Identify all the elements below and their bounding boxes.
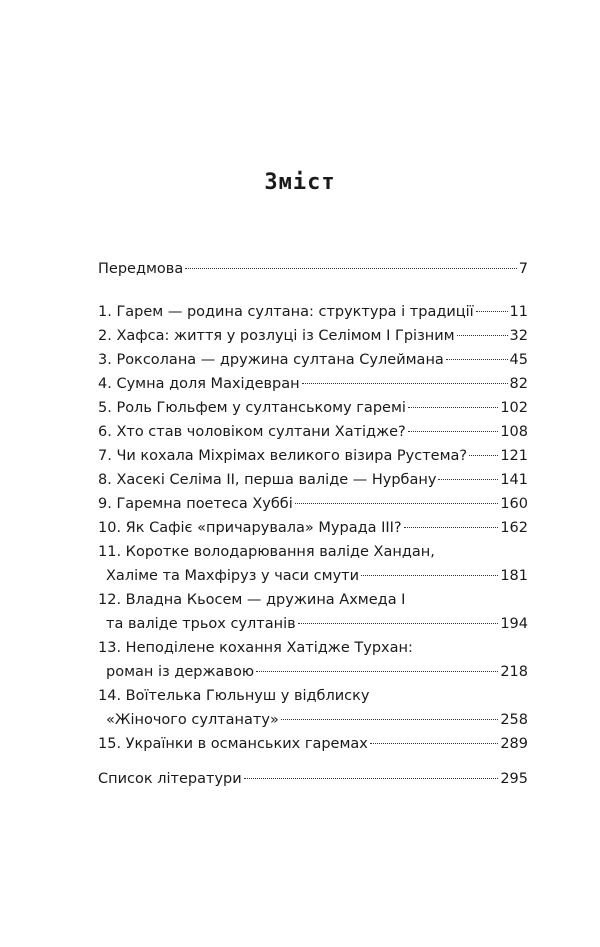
toc-entry-text: 11. Коротке володарювання валіде Хандан, bbox=[98, 544, 435, 560]
toc-entry-chapter[interactable] bbox=[98, 396, 528, 420]
toc-page-number: 162 bbox=[500, 520, 528, 536]
toc-page-number: 82 bbox=[509, 376, 528, 392]
toc-entry-text: 4. Сумна доля Махідевран bbox=[98, 376, 300, 392]
toc-entry-chapter[interactable] bbox=[98, 348, 528, 372]
dot-leader bbox=[185, 268, 517, 269]
toc-page-number: 7 bbox=[518, 261, 528, 277]
toc-entry-chapter[interactable] bbox=[98, 324, 528, 348]
dot-leader bbox=[457, 335, 508, 336]
page-title: Зміст bbox=[264, 170, 336, 195]
toc-entry-text: Халіме та Махфіруз у часи смути bbox=[106, 568, 360, 584]
toc-entry-text: 13. Неподілене кохання Хатідже Турхан: bbox=[98, 640, 413, 656]
dot-leader bbox=[446, 359, 508, 360]
toc-page-number: 181 bbox=[500, 568, 528, 584]
toc-entry-chapter[interactable] bbox=[98, 492, 528, 516]
toc-entry-text: 7. Чи кохала Міхрімах великого візира Рустема? bbox=[98, 448, 468, 464]
toc-page-number: 121 bbox=[500, 448, 528, 464]
toc-entry-chapter[interactable] bbox=[98, 684, 528, 732]
toc-page-number: 102 bbox=[500, 400, 528, 416]
toc-page-number: 32 bbox=[509, 328, 528, 344]
toc-entry-text: 1. Гарем — родина султана: структура і традиції bbox=[98, 304, 474, 320]
toc-page-number: 295 bbox=[500, 771, 528, 787]
toc-entry-text: 6. Хто став чоловіком султани Хатідже? bbox=[98, 424, 406, 440]
toc-page-number: 108 bbox=[500, 424, 528, 440]
toc-entry-chapter[interactable] bbox=[98, 636, 528, 684]
dot-leader bbox=[298, 623, 499, 624]
dot-leader bbox=[408, 407, 498, 408]
dot-leader bbox=[438, 479, 498, 480]
toc-entry-chapter[interactable] bbox=[98, 300, 528, 324]
toc-page-number: 289 bbox=[500, 736, 528, 752]
toc-entry-text: 2. Хафса: життя у розлуці із Селімом I Грізним bbox=[98, 328, 455, 344]
toc-page-number: 258 bbox=[500, 712, 528, 728]
toc-bibliography bbox=[98, 767, 528, 791]
dot-leader bbox=[408, 431, 499, 432]
toc-entry-chapter[interactable] bbox=[98, 444, 528, 468]
toc-entry-chapter[interactable] bbox=[98, 516, 528, 540]
toc-entry-chapter[interactable] bbox=[98, 588, 528, 636]
dot-leader bbox=[302, 383, 508, 384]
toc-page-number: 45 bbox=[509, 352, 528, 368]
toc-entry-chapter[interactable] bbox=[98, 372, 528, 396]
toc-entry-text: 3. Роксолана — дружина султана Сулеймана bbox=[98, 352, 444, 368]
toc-entry-text: 5. Роль Гюльфем у султанському гаремі bbox=[98, 400, 406, 416]
toc-page-number: 160 bbox=[500, 496, 528, 512]
toc-entry-text: роман із державою bbox=[106, 664, 255, 680]
dot-leader bbox=[404, 527, 499, 528]
toc-chapters bbox=[98, 300, 528, 756]
toc-preface bbox=[98, 257, 528, 281]
toc-page-number: 11 bbox=[509, 304, 528, 320]
toc-entry-text: Передмова bbox=[98, 261, 184, 277]
toc-entry-text: Список літератури bbox=[98, 771, 242, 787]
toc-page-number: 218 bbox=[500, 664, 528, 680]
dot-leader bbox=[244, 778, 499, 779]
toc-entry-text: «Жіночого султанату» bbox=[106, 712, 279, 728]
dot-leader bbox=[256, 671, 498, 672]
toc-entry-text: та валіде трьох султанів bbox=[106, 616, 296, 632]
toc-entry-text: 10. Як Сафіє «причарувала» Мурада III? bbox=[98, 520, 402, 536]
toc-entry-preface[interactable] bbox=[98, 257, 528, 281]
toc-entry-chapter[interactable] bbox=[98, 540, 528, 588]
dot-leader bbox=[295, 503, 499, 504]
toc-entry-text: 14. Воїтелька Гюльнуш у відблиску bbox=[98, 688, 370, 704]
toc-entry-text: 15. Українки в османських гаремах bbox=[98, 736, 368, 752]
toc-entry-text: 8. Хасекі Селіма II, перша валіде — Нурбану bbox=[98, 472, 437, 488]
toc-page-number: 194 bbox=[500, 616, 528, 632]
toc-entry-text: 9. Гаремна поетеса Хуббі bbox=[98, 496, 293, 512]
toc-entry-chapter[interactable] bbox=[98, 420, 528, 444]
toc-entry-chapter[interactable] bbox=[98, 468, 528, 492]
dot-leader bbox=[281, 719, 498, 720]
dot-leader bbox=[361, 575, 498, 576]
dot-leader bbox=[370, 743, 498, 744]
dot-leader bbox=[469, 455, 498, 456]
toc-entry-chapter[interactable] bbox=[98, 732, 528, 756]
dot-leader bbox=[476, 311, 508, 312]
toc-entry-text: 12. Владна Кьосем — дружина Ахмеда I bbox=[98, 592, 406, 608]
toc-entry-bibliography[interactable] bbox=[98, 767, 528, 791]
toc-page-number: 141 bbox=[500, 472, 528, 488]
